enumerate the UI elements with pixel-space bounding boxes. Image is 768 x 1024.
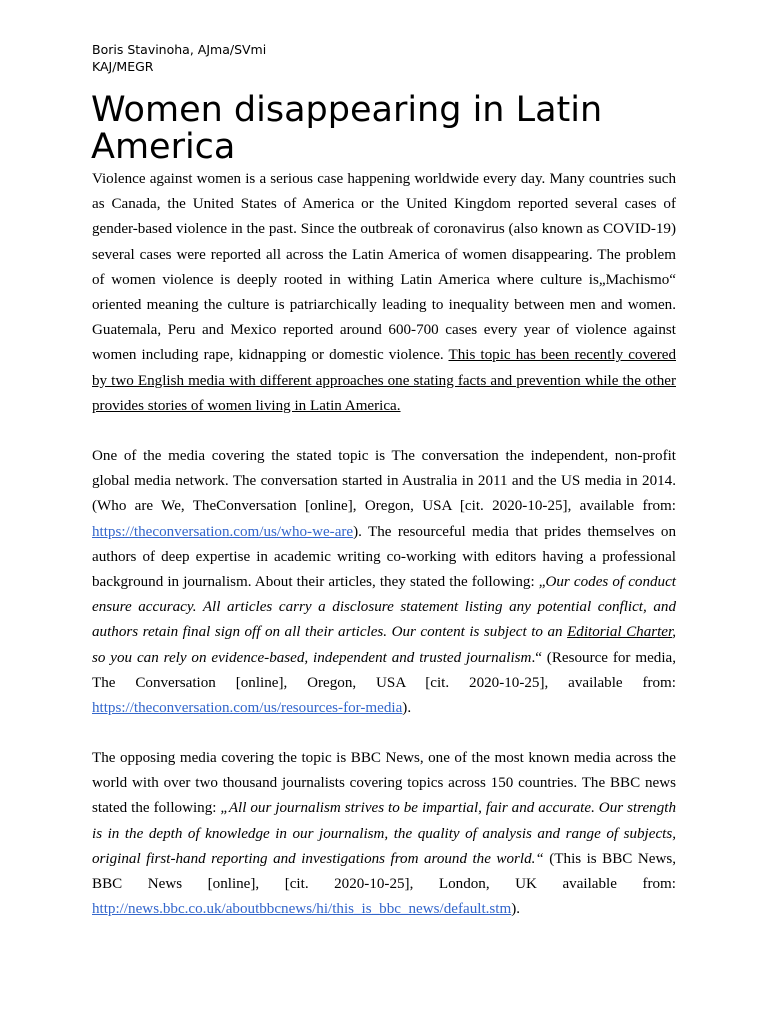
quote-text: , so you can rely on evidence-based, independent and trusted journalism	[92, 624, 676, 666]
paragraph-intro-text: Violence against women is a serious case happening worldwide every day. Many countries such as Canada, the United States of America or the United Kingdom reported several cases of gender-based violence in the past. Since the outbreak of coronavirus (also known as COVID-19) several cases were reported all across the Latin America of women disappearing. The problem of women violence is deeply rooted in withing Latin America where culture is„Machismo“ oriented meaning the culture is patriarchically leading to inequality between men and women. Guatemala, Peru and Mexico reported around 600-700 cases every year of violence against women including rape, kidnapping or domestic violence.	[92, 171, 676, 364]
paragraph-text: ). The resourceful media that prides themselves on authors of deep expertise in academic writing co-working with editors having a professional background in journalism. About their articles, they stated the following: „	[92, 523, 676, 591]
paragraph-text: One of the media covering the stated topic is The conversation the independent, non-profit global media network. The conversation started in Australia in 2011 and the US media in 2014. (Who are We, TheConversation [online], Oregon, USA [cit. 2020-10-25], available from:	[92, 448, 676, 515]
author-line: Boris Stavinoha, AJma/SVmi	[92, 42, 267, 57]
resources-for-media-link[interactable]: https://theconversation.com/us/resources-for-media	[92, 700, 403, 717]
editorial-charter-link[interactable]: Editorial Charter	[567, 624, 673, 641]
paragraph-text: ).	[511, 901, 521, 918]
quote-text: Our codes of conduct ensure accuracy. All articles carry a disclosure statement listing any potential conflict, and authors retain final sign off on all their articles. Our content is subject to an	[92, 574, 676, 641]
course-line: KAJ/MEGR	[92, 58, 154, 74]
paragraph-text: .“ (Resource for media, The Conversation [online], Oregon, USA [cit. 2020-10-25], available from:	[92, 649, 676, 691]
paragraph-bbc	[92, 746, 676, 922]
paragraph-intro	[92, 167, 676, 419]
document-title: Women disappearing in Latin America	[91, 90, 603, 167]
paragraph-text: ).	[402, 700, 412, 717]
paragraph-conversation	[92, 444, 676, 721]
quote-text: „All our journalism strives to be impartial, fair and accurate. Our strength is in the depth of knowledge in our journalism, the quality of analysis and range of subjects, original first-hand reporting and investigations from around the world.“	[92, 800, 676, 867]
paragraph-text: The opposing media covering the topic is BBC News, one of the most known media across the world with over two thousand journalists covering topics across 150 countries. The BBC news stated the following:	[92, 750, 676, 817]
document-header	[92, 42, 266, 75]
who-we-are-link[interactable]: https://theconversation.com/us/who-we-are	[92, 523, 354, 540]
underlined-sentence: This topic has been recently covered by two English media with different approaches one stating facts and prevention while the other provides stories of women living in Latin America.	[92, 347, 676, 414]
paragraph-text: (This is BBC News, BBC News [online], [cit. 2020-10-25], London, UK available from:	[92, 850, 676, 893]
bbc-news-link[interactable]: http://news.bbc.co.uk/aboutbbcnews/hi/this_is_bbc_news/default.stm	[92, 901, 512, 918]
